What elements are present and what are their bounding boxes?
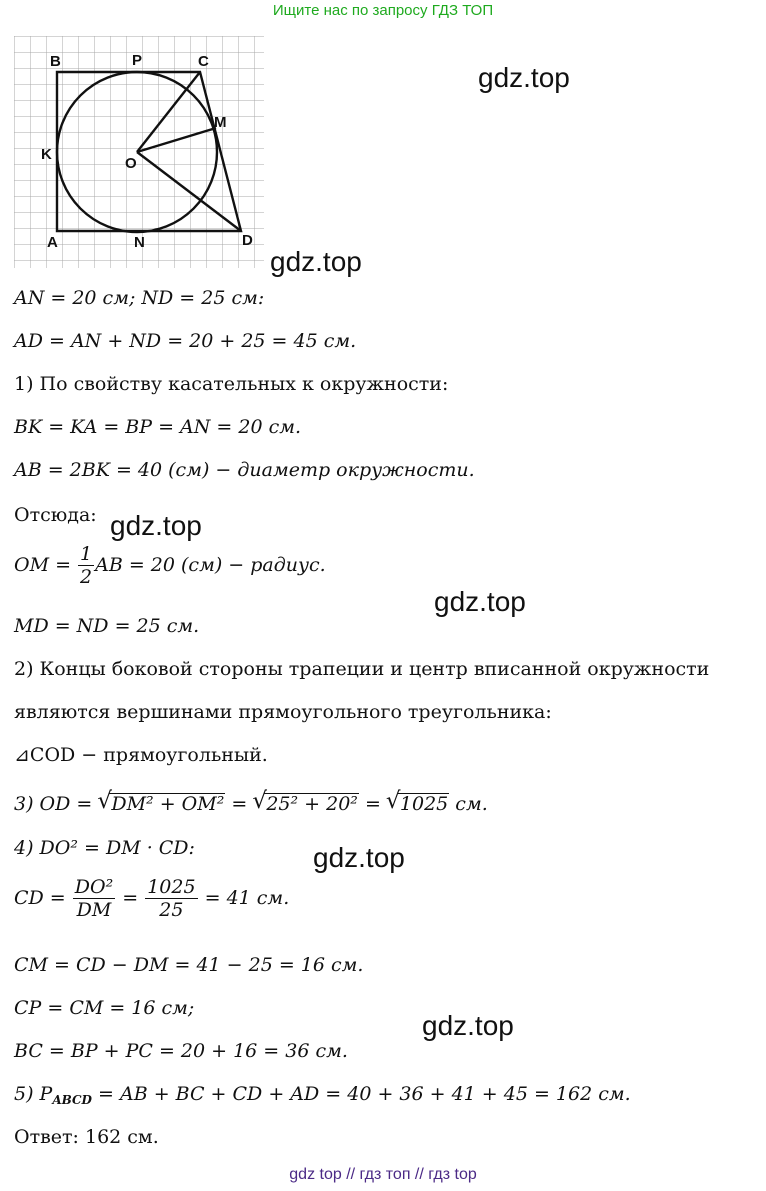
line-step4: 4) DO² = DM · CD: bbox=[14, 837, 195, 859]
cd-eq: = bbox=[116, 887, 145, 909]
line-answer: Ответ: 162 см. bbox=[14, 1126, 159, 1148]
watermark: gdz.top bbox=[270, 246, 362, 277]
line-an-nd: AN = 20 см; ND = 25 см: bbox=[14, 287, 265, 309]
top-banner[interactable]: Ищите нас по запросу ГДЗ ТОП bbox=[272, 2, 494, 19]
line-bk: BK = KA = BP = AN = 20 см. bbox=[14, 416, 302, 438]
line-cod: ⊿COD − прямоугольный. bbox=[14, 744, 268, 766]
label-m: M bbox=[214, 114, 227, 131]
fraction-1025-25 bbox=[145, 878, 197, 920]
fraction-denominator: 2 bbox=[80, 566, 93, 588]
line-otsyuda: Отсюда: bbox=[14, 504, 97, 526]
line-perimeter bbox=[14, 1085, 631, 1106]
fraction-numerator: 1 bbox=[80, 543, 93, 565]
line-ad: AD = AN + ND = 20 + 25 = 45 см. bbox=[14, 330, 357, 352]
footer-links[interactable]: gdz top // гдз топ // гдз top bbox=[289, 1166, 477, 1183]
od-suffix: см. bbox=[449, 793, 488, 815]
fraction-denominator: DM bbox=[76, 899, 112, 921]
label-d: D bbox=[242, 232, 253, 249]
sqrt-3 bbox=[387, 793, 449, 814]
radicand-2: 25² + 20² bbox=[266, 793, 358, 815]
cd-suffix: = 41 см. bbox=[198, 887, 290, 909]
om-suffix: AB = 20 (см) − радиус. bbox=[95, 554, 326, 576]
line-cm: CM = CD − DM = 41 − 25 = 16 см. bbox=[14, 954, 364, 976]
sqrt-2 bbox=[253, 793, 359, 814]
label-b: B bbox=[50, 53, 61, 70]
line-cd bbox=[14, 878, 289, 920]
line-bc: BC = BP + PC = 20 + 16 = 36 см. bbox=[14, 1040, 348, 1062]
line-ab: AB = 2BK = 40 (см) − диаметр окружности. bbox=[14, 459, 475, 481]
radicand-1: DM² + OM² bbox=[111, 793, 225, 815]
fraction-do-dm bbox=[73, 878, 115, 920]
line-md: MD = ND = 25 см. bbox=[14, 615, 200, 637]
geometry-figure bbox=[14, 36, 264, 272]
sqrt-1 bbox=[98, 793, 225, 814]
fraction-half bbox=[78, 545, 94, 587]
watermark: gdz.top bbox=[422, 1010, 514, 1041]
line-om bbox=[14, 545, 326, 587]
line-step2: 2) Концы боковой стороны трапеции и центр вписанной окружности bbox=[14, 658, 710, 680]
line-step2-cont: являются вершинами прямоугольного треугольника: bbox=[14, 701, 552, 723]
om-prefix: OM = bbox=[14, 554, 78, 576]
label-o: O bbox=[125, 155, 137, 172]
label-k: K bbox=[41, 146, 52, 163]
label-c: C bbox=[198, 53, 209, 70]
label-n: N bbox=[134, 234, 145, 251]
watermark: gdz.top bbox=[478, 62, 570, 93]
watermark: gdz.top bbox=[434, 586, 526, 617]
perimeter-prefix: 5) P bbox=[14, 1083, 53, 1105]
label-a: A bbox=[47, 234, 58, 251]
fraction-denominator: 25 bbox=[159, 899, 184, 921]
fraction-numerator: 1025 bbox=[147, 876, 196, 898]
line-step1: 1) По свойству касательных к окружности: bbox=[14, 373, 449, 395]
figure-svg bbox=[14, 36, 264, 268]
line-od bbox=[14, 793, 488, 814]
watermark: gdz.top bbox=[313, 842, 405, 873]
od-eq2: = bbox=[358, 793, 387, 815]
radicand-3: 1025 bbox=[399, 793, 449, 815]
fraction-numerator: DO² bbox=[74, 876, 114, 898]
cd-prefix: CD = bbox=[14, 887, 72, 909]
od-prefix: 3) OD = bbox=[14, 793, 99, 815]
perimeter-subscript: ABCD bbox=[52, 1093, 92, 1107]
watermark: gdz.top bbox=[110, 510, 202, 541]
perimeter-expression: = AB + BC + CD + AD = 40 + 36 + 41 + 45 = 162 см. bbox=[91, 1083, 631, 1105]
od-eq1: = bbox=[225, 793, 254, 815]
line-cp: CP = CM = 16 см; bbox=[14, 997, 195, 1019]
label-p: P bbox=[132, 52, 143, 69]
